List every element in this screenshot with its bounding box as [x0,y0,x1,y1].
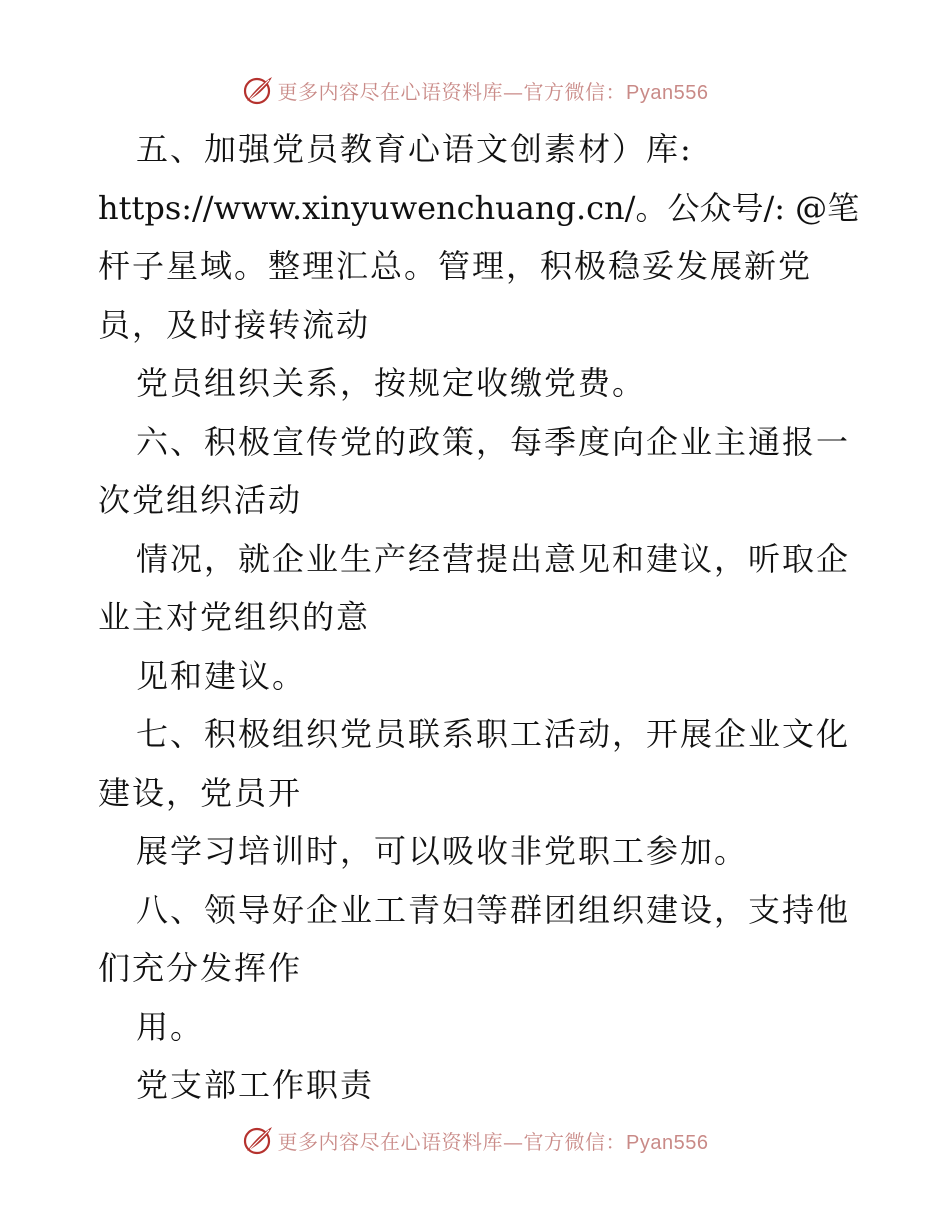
header-banner [0,68,950,112]
wechat-account: Pyan556 [626,81,709,104]
banner-text: 更多内容尽在心语资料库—官方微信：Pyan556 [277,1129,709,1154]
text-line: 情况，就企业生产经营提出意见和建议，听取企 [136,539,851,578]
text-line: 五、加强党员教育心语文创素材）库: [136,130,693,168]
text-line: 展学习培训时，可以吸收非党职工参加。 [136,832,749,870]
banner-text: 更多内容尽在心语资料库—官方微信：Pyan556 [277,79,709,104]
text-line: 杆子星域。整理汇总。管理，积极稳妥发展新党 [98,247,813,285]
text-line: 业主对党组织的意 [98,598,371,636]
document-body [98,120,858,1115]
text-line: 用。 [136,1007,205,1046]
text-line: 员，及时接转流动 [98,305,371,344]
wechat-account: Pyan556 [626,1131,709,1154]
text-line: 七、积极组织党员联系职工活动，开展企业文化 [136,715,851,753]
text-line: https://www.xinyuwenchuang.cn/。公众号/: @笔 [98,188,860,227]
text-line: 八、领导好企业工青妇等群团组织建设，支持他 [136,890,851,929]
text-line: 见和建议。 [136,656,307,695]
feather-quill-logo-icon [242,74,274,106]
text-line: 建设，党员开 [98,773,303,812]
text-line: 六、积极宣传党的政策，每季度向企业主通报一 [136,422,851,461]
text-line: 们充分发挥作 [98,949,303,987]
text-line: 党员组织关系，按规定收缴党费。 [136,364,647,402]
text-line: 次党组织活动 [98,481,303,519]
feather-quill-logo-icon [242,1124,274,1156]
section-heading: 党支部工作职责 [136,1066,375,1104]
footer-banner [0,1118,950,1162]
